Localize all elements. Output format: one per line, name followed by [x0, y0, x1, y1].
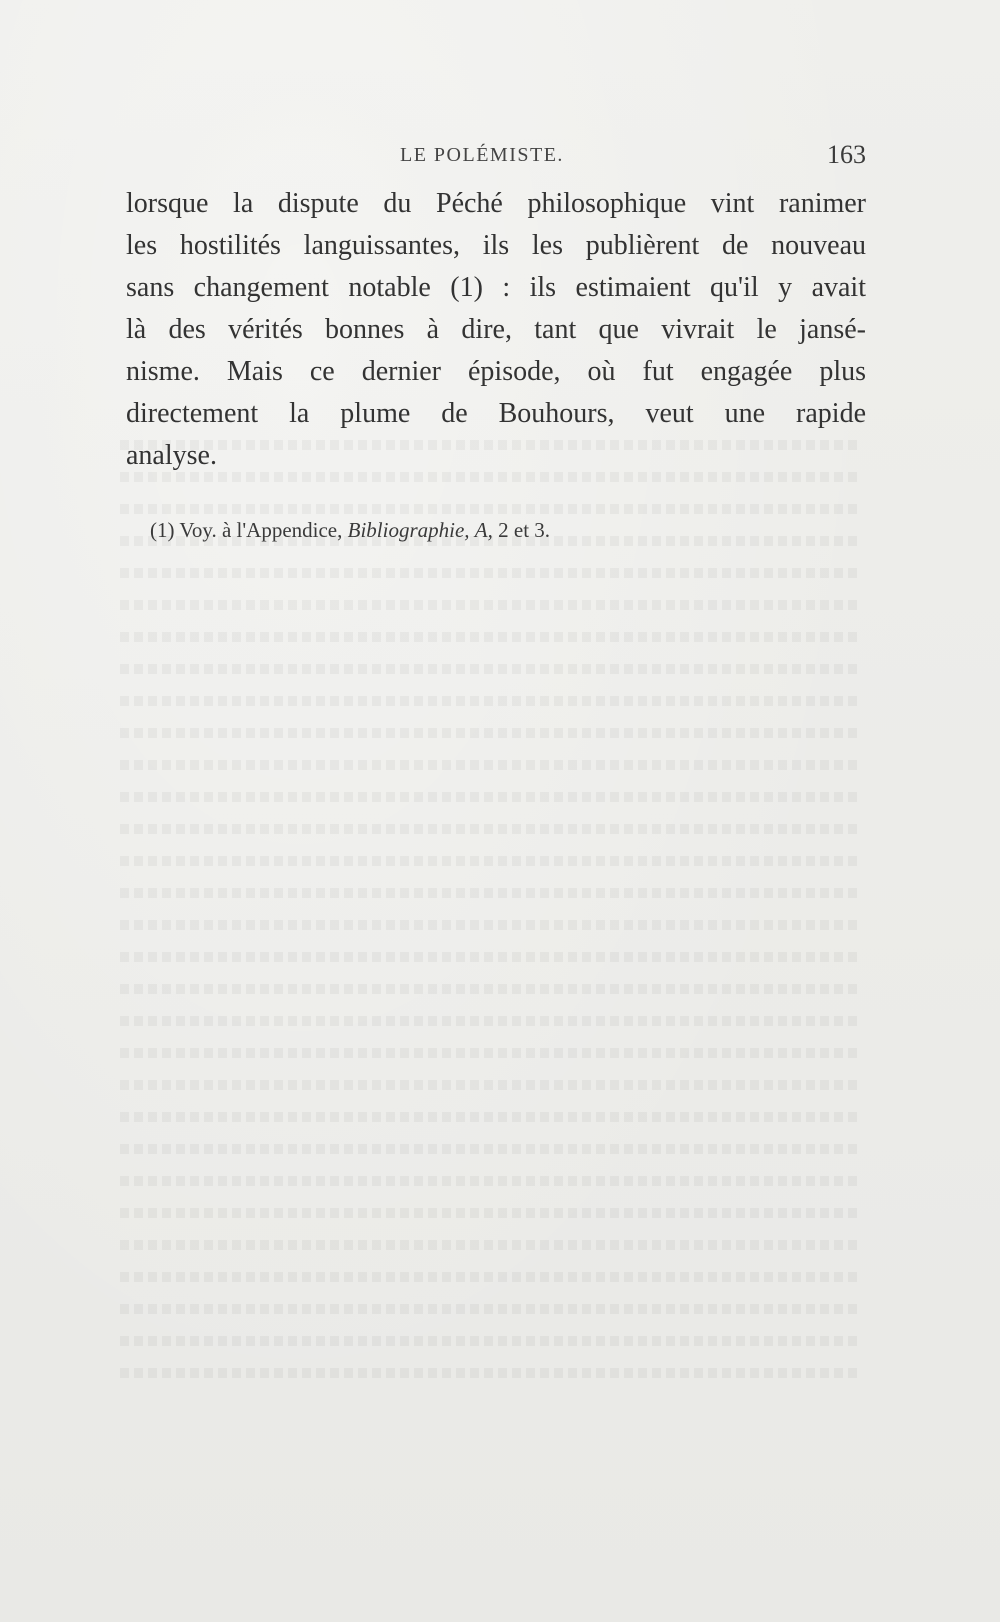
footnote-prefix: Voy. à l'Appendice, [179, 518, 343, 542]
footnote-suffix: 2 et 3. [498, 518, 551, 542]
text-line: analyse. [126, 440, 217, 471]
text-line: nisme. Mais ce dernier épisode, où fut engagée plus [126, 356, 866, 387]
page-number: 163 [827, 140, 866, 169]
footnote-italic-letter: A, [474, 518, 493, 542]
footnote [150, 518, 550, 543]
footnote-italic-title: Bibliographie, [347, 518, 470, 542]
footnote-marker: (1) [150, 518, 175, 542]
body-paragraph [126, 183, 866, 477]
page-header [126, 140, 866, 176]
running-head: LE POLÉMISTE. [400, 144, 564, 166]
text-line: les hostilités languissantes, ils les publièrent de nouveau [126, 230, 866, 261]
text-line: sans changement notable (1) : ils estimaient qu'il y avait [126, 272, 866, 303]
text-line: directement la plume de Bouhours, veut une rapide [126, 398, 866, 429]
text-line: lorsque la dispute du Péché philosophique vint ranimer [126, 188, 866, 219]
text-line: là des vérités bonnes à dire, tant que vivrait le jansé- [126, 314, 866, 345]
bleed-through-text [120, 440, 860, 1440]
